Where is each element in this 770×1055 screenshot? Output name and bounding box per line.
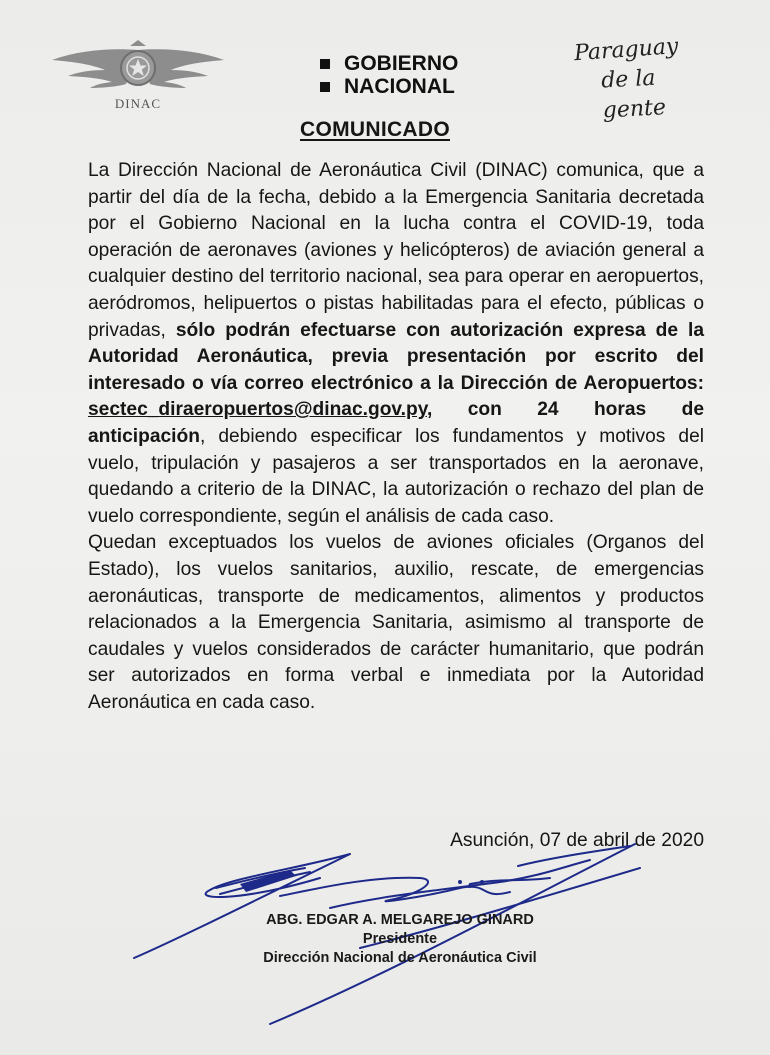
dinac-logo-text: DINAC [114, 96, 162, 111]
paragraph-1-bold1: sólo podrán efectuarse con autorización expresa de la Autoridad Aeronáutica, previa presentación por escrito del interesado o vía correo electrónico a la Dirección de Aeropuertos: [88, 319, 704, 394]
signer-name: ABG. EDGAR A. MELGAREJO GINARD [266, 912, 534, 928]
gobierno-nacional-logo [320, 52, 458, 98]
paragraph-1-bold2: , con 24 horas de anticipación [88, 399, 704, 447]
paraguay-line1: Paraguay [573, 33, 680, 67]
date-line: Asunción, 07 de abril de 2020 [450, 830, 704, 851]
email-link[interactable]: sectec_diraeropuertos@dinac.gov.py [88, 399, 427, 421]
signer-org: Dirección Nacional de Aeronáutica Civil [263, 950, 537, 966]
paraguay-line2: de la gente [600, 65, 667, 124]
signer-block [180, 911, 620, 968]
document-title: COMUNICADO [300, 118, 450, 141]
paraguay-de-la-gente-logo [574, 34, 724, 124]
winged-emblem-icon [50, 40, 226, 96]
paragraph-1-part2: , debiendo especificar los fundamentos y motivos del vuelo, tripulación y pasajeros a ser transportados en la aeronave, quedando a criterio de la DINAC, la autorización o rechazo del plan de vuelo correspondiente, según el análisis de cada caso. [88, 425, 704, 527]
paragraph-1 [88, 158, 704, 530]
dinac-logo [50, 40, 226, 112]
document-body [88, 158, 704, 716]
square-bullet-icon [320, 59, 330, 69]
gobierno-line2: NACIONAL [344, 75, 455, 98]
signer-role: Presidente [362, 931, 438, 947]
gobierno-line1: GOBIERNO [344, 52, 459, 75]
paragraph-1-part1: La Dirección Nacional de Aeronáutica Civil (DINAC) comunica, que a partir del día de la fecha, debido a la Emergencia Sanitaria decretada por el Gobierno Nacional en la lucha contra el COVID-19, toda operación de aeronaves (aviones y helicópteros) de aviación general a cualquier destino del territorio nacional, sea para operar en aeropuertos, aeródromos, helipuertos o pistas habilitadas para el efecto, públicas o privadas, [88, 160, 704, 341]
paragraph-2: Quedan exceptuados los vuelos de aviones oficiales (Organos del Estado), los vuelos sanitarios, auxilio, rescate, de emergencias aeronáuticas, transporte de medicamentos, alimentos y productos relacionados a la Emergencia Sanitaria, asimismo al transporte de caudales y vuelos considerados de carácter humanitario, que podrán ser autorizados en forma verbal e inmediata por la Autoridad Aeronáutica en cada caso. [88, 532, 704, 713]
square-bullet-icon [320, 82, 330, 92]
